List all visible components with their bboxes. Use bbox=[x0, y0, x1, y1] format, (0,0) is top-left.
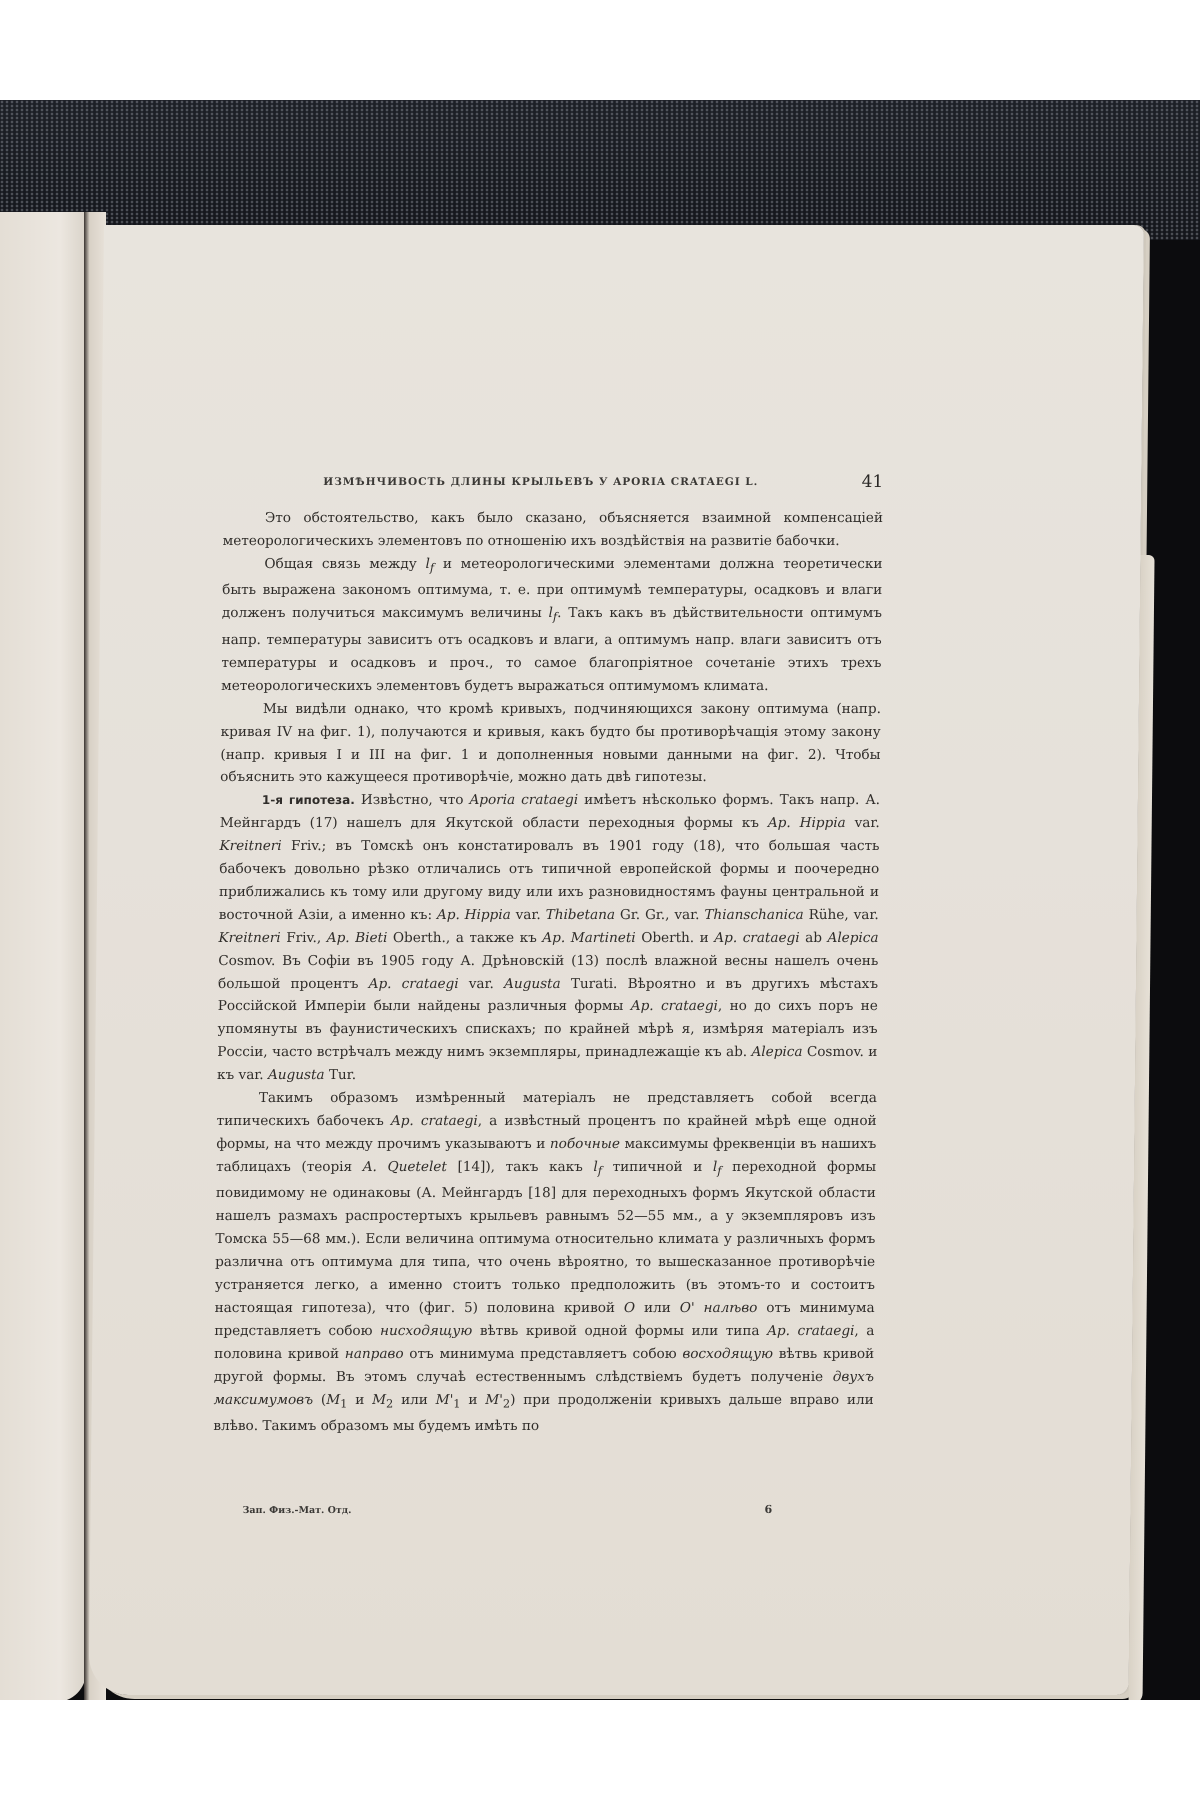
page-number: 41 bbox=[861, 472, 884, 492]
paragraph: Это обстоятельство, какъ было сказано, объясняется взаимной компенсаціей метеорологическихъ элементовъ по отношенію ихъ воздѣйствія на развитіе бабочки. bbox=[222, 510, 884, 549]
page-footer bbox=[212, 1505, 872, 1525]
page-stack-edge bbox=[1129, 555, 1155, 1700]
journal-abbreviation: Зап. Физ.-Мат. Отд. bbox=[242, 1505, 352, 1516]
running-head bbox=[223, 472, 883, 496]
paragraph: Общая связь между $l_f$ и метеорологическими элементами должна теоретически быть выражена закономъ оптимума, т. е. при оптимумѣ температуры, осадковъ и влаги долженъ получиться максимумъ величины $l_f$. Такъ какъ въ дѣйствительности оптимумъ напр. температуры зависитъ отъ осадковъ и влаги, а оптимумъ напр. влаги зависитъ отъ температуры и осадковъ и проч., то самое благопріятное сочетаніе этихъ трехъ метеорологическихъ элементовъ будетъ выражаться оптимумомъ климата. bbox=[221, 555, 883, 694]
body-text bbox=[213, 507, 883, 1438]
paragraph: Мы видѣли однако, что кромѣ кривыхъ, подчиняющихся закону оптимума (напр. кривая IV на фиг. 1), получаются и кривыя, какъ будто бы противорѣчащія этому закону (напр. кривыя I и III на фиг. 1 и дополненныя новыми данными на фиг. 2). Чтобы объяснить это кажущееся противорѣчіе, можно дать двѣ гипотезы. bbox=[220, 700, 882, 786]
paragraph: Такимъ образомъ измѣренный матеріалъ не представляетъ собой всегда типическихъ бабочекъ Ap. crataegi, а извѣстный процентъ по крайней мѣрѣ еще одной формы, на что между прочимъ указываютъ и побочные максимумы фреквенціи въ нашихъ таблицахъ (теорія A. Quetelet [14]), такъ какъ $l_f$ типичной и $l_f$ переходной формы повидимому не одинаковы (А. Мейнгардъ [18] для переходныхъ формъ Якутской области нашелъ размахъ распростертыхъ крыльевъ равнымъ 52—55 мм., а у экземпляровъ изъ Томска 55—68 мм.). Если величина оптимума относительно климата у различныхъ формъ различна отъ оптимума для типа, что очень вѣроятно, то вышесказанное противорѣчіе устраняется легко, а именно стоитъ только предположить (въ этомъ-то и состоитъ настоящая гипотеза), что (фиг. 5) половина кривой O или O' налѣво отъ минимума представляетъ собою нисходящую вѣтвь кривой одной формы или типа Ap. crataegi, а половина кривой направо отъ минимума представляетъ собою восходящую вѣтвь кривой другой формы. Въ этомъ случаѣ естественнымъ слѣдствіемъ будетъ полученіе двухъ максимумовъ ($M_1$ и $M_2$ или $M'_1$ и $M'_2$) при продолженіи кривыхъ дальше вправо или влѣво. Такимъ образомъ мы будемъ имѣть по bbox=[213, 1090, 877, 1435]
paragraph: 1-я гипотеза. Извѣстно, что Aporia crataegi имѣетъ нѣсколько формъ. Такъ напр. А. Мейнгардъ (17) нашелъ для Якутской области переходныя формы къ Ap. Hippia var. Kreitneri Friv.; въ Томскѣ онъ констатировалъ въ 1901 году (18), что большая часть бабочекъ довольно рѣзко отличались отъ типичной европейской формы и поочередно приближались къ тому или другому виду или ихъ разновидностямъ фауны центральной и восточной Азіи, а именно къ: Ap. Hippia var. Thibetana Gr. Gr., var. Thianschanica Rühe, var. Kreitneri Friv., Ap. Bieti Oberth., а также къ Ap. Martineti Oberth. и Ap. crataegi ab Alepica Cosmov. Въ Софіи въ 1905 году А. Дрѣновскій (13) послѣ влажной весны нашелъ очень большой процентъ Ap. crataegi var. Augusta Turati. Вѣроятно и въ другихъ мѣстахъ Россійской Имперіи были найдены различныя формы Ap. crataegi, но до сихъ поръ не упомянуты въ фаунистическихъ спискахъ; по крайней мѣрѣ я, измѣряя матеріалъ изъ Россіи, часто встрѣчалъ между нимъ экземпляры, принадлежащіе къ ab. Alepica Cosmov. и къ var. Augusta Tur. bbox=[217, 792, 881, 1084]
running-title: ИЗМѢНЧИВОСТЬ ДЛИНЫ КРЫЛЬЕВЪ У APORIA CRATAEGI L. bbox=[323, 476, 759, 488]
book-photo bbox=[0, 100, 1200, 1700]
leather-background bbox=[0, 100, 1200, 240]
right-page bbox=[89, 225, 1144, 1695]
signature-mark: 6 bbox=[764, 1503, 773, 1516]
left-page-sliver bbox=[0, 212, 86, 1700]
